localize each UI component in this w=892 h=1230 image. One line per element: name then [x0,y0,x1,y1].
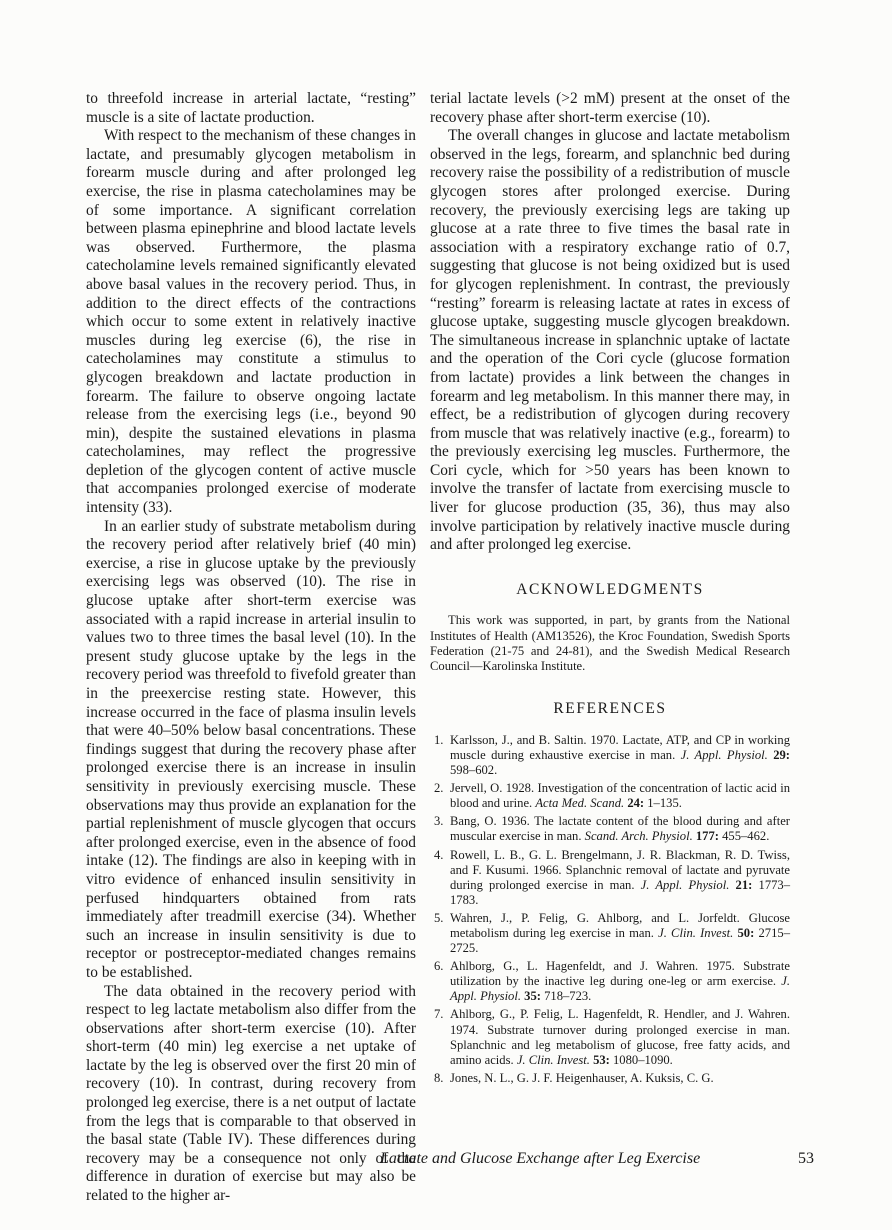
reference-text: Ahlborg, G., P. Felig, L. Hagenfeldt, R. Hendler, and J. Wahren. 1974. Substrate turnover during prolonged exercise in man. Splanchnic and leg metabolism of glucose, free fatty acids, and amino acids. [450,1007,790,1067]
reference-number: 2. [434,781,444,796]
acknowledgments-text: This work was supported, in part, by grants from the National Institutes of Health (AM13526), the Kroc Foundation, Swedish Sports Federation (21-75 and 24-81), and the Swedish Medical Research Council—Karolinska Institute. [430,613,790,674]
reference-pages: 2715–2725. [450,925,790,956]
reference-text: Rowell, L. B., G. L. Brengelmann, J. R. Blackman, R. D. Twiss, and F. Kusumi. 1966. Splanchnic removal of lactate and pyruvate during prolonged exercise in man. [450,847,790,892]
reference-journal: J. Appl. Physiol. [450,974,790,1004]
reference-journal: J. Appl. Physiol. [680,747,768,762]
references-heading: REFERENCES [553,700,667,718]
reference-pages: 1773–1783. [450,877,791,907]
reference-pages: 1080–1090. [609,1052,673,1067]
right-column [430,90,790,1089]
reference-number: 6. [434,959,444,974]
reference-volume: 24: [624,796,645,811]
body-paragraph: The data obtained in the recovery period with respect to leg lactate metabolism also differ from the observations after short-term exercise (10). After short-term (40 min) leg exercise a net uptake of lactate by the leg is observed over the first 20 min of recovery (10). In contrast, during recovery from prolonged leg exercise, there is a net output of lactate from the legs that is comparable to that observed in the basal state (Table IV). These differences during recovery may be a consequence not only of the difference in duration of exercise but may also be related to the higher ar- [86,982,416,1205]
reference-journal: J. Appl. Physiol. [640,877,730,892]
reference-pages: 455–462. [718,829,770,844]
reference-journal: Scand. Arch. Physiol. [584,829,693,844]
reference-item [430,848,790,908]
reference-number: 8. [434,1070,444,1085]
reference-item [430,911,790,956]
reference-volume: 21: [729,877,753,892]
body-paragraph: terial lactate levels (>2 mM) present at the onset of the recovery phase after short-term exercise (10). [430,90,790,126]
reference-item [430,959,790,1004]
left-column [86,90,416,1206]
reference-item [430,1071,790,1086]
body-paragraph: In an earlier study of substrate metabolism during the recovery period after relatively brief (40 min) exercise, a rise in glucose uptake by the previously exercising legs was observed (10). The rise in glucose uptake after short-term exercise was associated with a rapid increase in arterial insulin to values two to three times the basal level (10). In the present study glucose uptake by the legs in the recovery period was threefold to fivefold greater than in the preexercise resting state. However, this increase occurred in the face of plasma insulin levels that were 40–50% below basal concentrations. These findings suggest that during the recovery phase after prolonged exercise there is an increase in insulin sensitivity in previously exercising muscle. These observations may thus provide an explanation for the partial replenishment of muscle glycogen that occurs after prolonged exercise, even in the absence of food intake (12). The findings are also in keeping with in vitro evidence of enhanced insulin sensitivity in perfused hindquarters obtained from rats immediately after treadmill exercise (34). Whether such an increase in insulin sensitivity is due to receptor or postreceptor-mediated changes remains to be established. [86,517,416,981]
reference-item [430,733,790,778]
reference-item [430,781,790,811]
reference-volume: 29: [767,747,790,762]
reference-number: 4. [434,847,444,862]
reference-pages: 718–723. [540,989,592,1004]
reference-journal: J. Clin. Invest. [658,925,734,940]
running-title: Lactate and Glucose Exchange after Leg Exercise [380,1150,701,1167]
body-paragraph: The overall changes in glucose and lactate metabolism observed in the legs, forearm, and splanchnic bed during recovery raise the possibility of a redistribution of muscle glycogen stores after prolonged exercise. During recovery, the previously exercising legs are taking up glucose at a rate three to five times the basal rate in association with a respiratory exchange ratio of 0.7, suggesting that glucose is not being oxidized but is used for glycogen replenishment. In contrast, the previously “resting” forearm is releasing lactate at rates in excess of glucose uptake, suggesting muscle glycogen breakdown. The simultaneous increase in splanchnic uptake of lactate and the operation of the Cori cycle (glucose formation from lactate) provides a link between the changes in forearm and leg metabolism. In this manner there may, in effect, be a redistribution of glycogen during recovery from muscle that was relatively inactive (e.g., forearm) to the previously exercising leg muscles. Furthermore, the Cori cycle, which for >50 years has been known to involve the transfer of lactate from exercising muscle to liver for glucose production (35, 36), thus may also involve participation by relatively inactive muscle during and after prolonged leg exercise. [430,127,790,554]
reference-volume: 50: [733,925,755,940]
reference-item [430,1007,790,1067]
reference-pages: 1–135. [644,796,682,811]
reference-journal: J. Clin. Invest. [516,1052,590,1067]
reference-item [430,814,790,844]
reference-text: Karlsson, J., and B. Saltin. 1970. Lactate, ATP, and CP in working muscle during exhaustive exercise in man. [450,732,790,762]
reference-pages: 598–602. [450,763,498,778]
reference-volume: 177: [692,829,719,844]
reference-number: 3. [434,814,444,829]
reference-volume: 35: [521,989,541,1004]
reference-volume: 53: [589,1052,610,1067]
page-footer [380,1150,814,1168]
page-number: 53 [798,1150,814,1167]
reference-number: 1. [434,732,444,747]
reference-number: 5. [434,910,444,925]
reference-journal: Acta Med. Scand. [535,796,625,811]
reference-text: Jervell, O. 1928. Investigation of the concentration of lactic acid in blood and urine. [450,781,790,811]
reference-list [430,733,790,1086]
reference-text: Jones, N. L., G. J. F. Heigenhauser, A. Kuksis, C. G. [450,1070,714,1085]
reference-number: 7. [434,1007,444,1022]
reference-text: Wahren, J., P. Felig, G. Ahlborg, and L. Jorfeldt. Glucose metabolism during leg exercise in man. [450,910,790,940]
body-paragraph: to threefold increase in arterial lactate, “resting” muscle is a site of lactate production. [86,90,416,126]
reference-text: Bang, O. 1936. The lactate content of the blood during and after muscular exercise in man. [450,814,790,844]
acknowledgments-heading: ACKNOWLEDGMENTS [516,580,704,598]
reference-text: Ahlborg, G., L. Hagenfeldt, and J. Wahren. 1975. Substrate utilization by the inactive leg during one-leg or arm exercise. [450,959,790,989]
body-paragraph: With respect to the mechanism of these changes in lactate, and presumably glycogen metabolism in forearm muscle during and after prolonged leg exercise, the rise in plasma catecholamines may be of some importance. A significant correlation between plasma epinephrine and blood lactate levels was observed. Furthermore, the plasma catecholamine levels remained significantly elevated above basal values in the recovery period. Thus, in addition to the direct effects of the contractions which occur to some extent in relatively inactive muscles during leg exercise (6), the rise in catecholamines may constitute a stimulus to glycogen breakdown and lactate production in forearm. The failure to observe ongoing lactate release from the exercising legs (i.e., beyond 90 min), despite the sustained elevations in plasma catecholamines, may reflect the progressive depletion of the glycogen content of active muscle that accompanies prolonged exercise of moderate intensity (33). [86,127,416,517]
